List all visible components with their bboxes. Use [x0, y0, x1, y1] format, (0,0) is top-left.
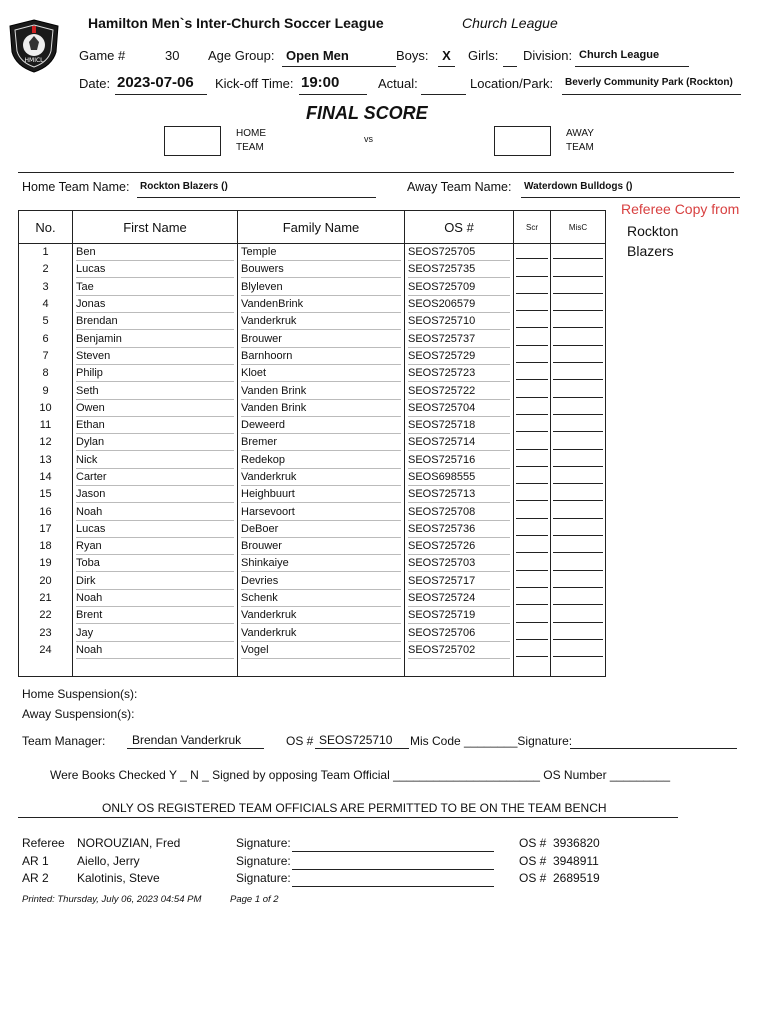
row-number: 24: [19, 642, 73, 659]
scr-cell: [516, 540, 548, 553]
row-number: 8: [19, 365, 73, 382]
table-row: [19, 607, 606, 624]
family-name: Bouwers: [241, 261, 401, 278]
table-row: [19, 486, 606, 503]
scr-cell: [516, 575, 548, 588]
referee-copy-team-line2: Blazers: [627, 243, 674, 259]
first-name: Carter: [76, 469, 234, 486]
kickoff-value: 19:00: [299, 74, 367, 95]
family-name: Brouwer: [241, 538, 401, 555]
first-name: Noah: [76, 590, 234, 607]
manager-os-label: OS #: [286, 734, 314, 748]
official-signature-label: Signature:: [236, 853, 291, 868]
family-name: Vanderkruk: [241, 607, 401, 624]
first-name: Ryan: [76, 538, 234, 555]
os-number: SEOS725719: [408, 607, 510, 624]
location-value: Beverly Community Park (Rockton): [562, 77, 741, 95]
game-number: 30: [165, 48, 180, 63]
table-row: [19, 330, 606, 347]
os-number: SEOS725724: [408, 590, 510, 607]
official-os-label: OS #: [519, 871, 547, 885]
row-number: 2: [19, 261, 73, 278]
away-label-line1: AWAY: [566, 128, 594, 139]
col-no: No.: [19, 211, 73, 244]
scr-cell: [516, 298, 548, 311]
first-name: Noah: [76, 504, 234, 521]
books-checked-line: Were Books Checked Y _ N _ Signed by opposing Team Official ______________________ OS Number _________: [50, 768, 670, 782]
scr-cell: [516, 592, 548, 605]
col-os: OS #: [405, 211, 514, 244]
game-label: Game #: [79, 48, 126, 63]
scr-cell: [516, 505, 548, 518]
misc-cell: [553, 471, 603, 484]
official-role: Referee: [22, 836, 65, 850]
printed-timestamp: Printed: Thursday, July 06, 2023 04:54 PM: [22, 894, 202, 905]
family-name: Devries: [241, 573, 401, 590]
actual-value-line: [421, 74, 466, 95]
table-row: [19, 521, 606, 538]
row-number: 10: [19, 400, 73, 417]
boys-value: X: [438, 48, 455, 67]
first-name: Lucas: [76, 261, 234, 278]
page-number: Page 1 of 2: [230, 894, 279, 905]
league-title: Hamilton Men`s Inter-Church Soccer League: [88, 15, 384, 31]
scr-cell: [516, 263, 548, 276]
family-name: Vanden Brink: [241, 400, 401, 417]
date-value: 2023-07-06: [115, 74, 207, 95]
misc-cell: [553, 246, 603, 259]
first-name: Ben: [76, 244, 234, 261]
vs-label: vs: [364, 134, 373, 144]
row-number: 5: [19, 313, 73, 330]
misc-cell: [553, 505, 603, 518]
official-os-label: OS #: [519, 836, 547, 850]
home-score-box: [164, 126, 221, 156]
home-suspensions-label: Home Suspension(s):: [22, 687, 138, 701]
table-row: [19, 469, 606, 486]
official-os-label: OS #: [519, 853, 547, 868]
family-name: Vanderkruk: [241, 625, 401, 642]
os-number: SEOS725723: [408, 365, 510, 382]
table-row: [19, 348, 606, 365]
misc-cell: [553, 488, 603, 501]
table-row: [19, 365, 606, 382]
col-misc: MisC: [551, 211, 606, 244]
os-number: SEOS725703: [408, 555, 510, 572]
misc-cell: [553, 384, 603, 397]
table-row: [19, 400, 606, 417]
table-row: [19, 642, 606, 659]
table-row: [19, 296, 606, 313]
family-name: Redekop: [241, 452, 401, 469]
col-family-name: Family Name: [238, 211, 405, 244]
row-number: 1: [19, 244, 73, 262]
table-row: [19, 313, 606, 330]
misc-cell: [553, 609, 603, 622]
league-type: Church League: [462, 15, 558, 31]
first-name: Tae: [76, 279, 234, 296]
row-number: 16: [19, 503, 73, 520]
table-row: [19, 417, 606, 434]
os-number: SEOS725735: [408, 261, 510, 278]
misc-cell: [553, 350, 603, 363]
date-label: Date:: [79, 76, 111, 91]
home-label-line2: TEAM: [236, 142, 264, 153]
age-group-value: Open Men: [282, 48, 396, 67]
scr-cell: [516, 609, 548, 622]
family-name: Vanderkruk: [241, 469, 401, 486]
row-number: 23: [19, 625, 73, 642]
official-name: Kalotinis, Steve: [77, 871, 160, 885]
family-name: Blyleven: [241, 279, 401, 296]
family-name: Barnhoorn: [241, 348, 401, 365]
final-score-title: FINAL SCORE: [306, 103, 428, 123]
scr-cell: [516, 350, 548, 363]
scr-cell: [516, 384, 548, 397]
misc-cell: [553, 523, 603, 536]
scr-cell: [516, 402, 548, 415]
col-scr: Scr: [514, 211, 551, 244]
os-number: SEOS725737: [408, 331, 510, 348]
misc-cell: [553, 332, 603, 345]
os-number: SEOS725716: [408, 452, 510, 469]
scr-cell: [516, 523, 548, 536]
row-number: 20: [19, 573, 73, 590]
official-signature-label: Signature:: [236, 836, 291, 850]
scr-cell: [516, 246, 548, 259]
misc-cell: [553, 557, 603, 570]
table-row: [19, 244, 606, 262]
home-team-label: [236, 127, 266, 155]
location-label: Location/Park:: [470, 76, 554, 91]
scr-cell: [516, 454, 548, 467]
team-manager-label: Team Manager:: [22, 734, 106, 748]
row-number: 15: [19, 486, 73, 503]
away-score-box: [494, 126, 551, 156]
row-number: 18: [19, 538, 73, 555]
misc-cell: [553, 575, 603, 588]
crest-text: HMICL: [24, 57, 44, 64]
official-signature-label: Signature:: [236, 871, 291, 885]
first-name: Nick: [76, 452, 234, 469]
official-signature-line: [292, 871, 494, 887]
os-number: SEOS725705: [408, 244, 510, 261]
kickoff-label: Kick-off Time:: [215, 76, 294, 91]
family-name: Deweerd: [241, 417, 401, 434]
home-team-name: Rockton Blazers (): [137, 181, 376, 198]
first-name: Jay: [76, 625, 234, 642]
first-name: Brendan: [76, 313, 234, 330]
os-number: SEOS725713: [408, 486, 510, 503]
first-name: Jason: [76, 486, 234, 503]
official-os-value: 2689519: [553, 871, 600, 885]
table-row-blank: [19, 659, 606, 677]
first-name: Brent: [76, 607, 234, 624]
row-number: 7: [19, 348, 73, 365]
table-row: [19, 434, 606, 451]
row-number: 9: [19, 382, 73, 399]
family-name: Kloet: [241, 365, 401, 382]
os-number: SEOS725702: [408, 642, 510, 659]
official-os-value: 3948911: [553, 853, 599, 868]
table-row: [19, 261, 606, 278]
actual-label: Actual:: [378, 76, 418, 91]
official-signature-line: [292, 854, 494, 870]
os-number: SEOS725714: [408, 434, 510, 451]
mis-code-signature-label: Mis Code ________Signature:: [410, 734, 573, 748]
misc-cell: [553, 627, 603, 640]
age-group-label: Age Group:: [208, 48, 275, 63]
family-name: DeBoer: [241, 521, 401, 538]
os-number: SEOS725708: [408, 504, 510, 521]
scr-cell: [516, 557, 548, 570]
misc-cell: [553, 644, 603, 657]
first-name: Dylan: [76, 434, 234, 451]
misc-cell: [553, 315, 603, 328]
col-first-name: First Name: [73, 211, 238, 244]
row-number: 13: [19, 452, 73, 469]
scr-cell: [516, 488, 548, 501]
os-number: SEOS206579: [408, 296, 510, 313]
first-name: Seth: [76, 383, 234, 400]
table-row: [19, 625, 606, 642]
family-name: Bremer: [241, 434, 401, 451]
os-number: SEOS725717: [408, 573, 510, 590]
table-row: [19, 503, 606, 520]
row-number: 12: [19, 434, 73, 451]
os-number: SEOS725736: [408, 521, 510, 538]
row-number: 11: [19, 417, 73, 434]
scr-cell: [516, 436, 548, 449]
first-name: Lucas: [76, 521, 234, 538]
home-team-name-label: Home Team Name:: [22, 180, 130, 194]
first-name: Toba: [76, 555, 234, 572]
os-number: SEOS725729: [408, 348, 510, 365]
misc-cell: [553, 263, 603, 276]
scr-cell: [516, 281, 548, 294]
family-name: Schenk: [241, 590, 401, 607]
os-number: SEOS725704: [408, 400, 510, 417]
row-number: 17: [19, 521, 73, 538]
table-row: [19, 555, 606, 572]
scr-cell: [516, 419, 548, 432]
first-name: Dirk: [76, 573, 234, 590]
scr-cell: [516, 367, 548, 380]
os-number: SEOS725710: [408, 313, 510, 330]
team-manager-name: Brendan Vanderkruk: [127, 733, 264, 749]
referee-copy-label: Referee Copy from: [621, 201, 740, 217]
table-row: [19, 452, 606, 469]
official-name: NOROUZIAN, Fred: [77, 836, 181, 850]
os-number: SEOS725706: [408, 625, 510, 642]
first-name: Ethan: [76, 417, 234, 434]
first-name: Steven: [76, 348, 234, 365]
family-name: Harsevoort: [241, 504, 401, 521]
family-name: VandenBrink: [241, 296, 401, 313]
row-number: 3: [19, 279, 73, 296]
misc-cell: [553, 540, 603, 553]
os-number: SEOS725718: [408, 417, 510, 434]
home-label-line1: HOME: [236, 128, 266, 139]
table-row: [19, 573, 606, 590]
first-name: Noah: [76, 642, 234, 659]
girls-value-line: [503, 48, 517, 67]
family-name: Temple: [241, 244, 401, 261]
roster-table: [18, 210, 606, 677]
division-label: Division:: [523, 48, 573, 63]
family-name: Vogel: [241, 642, 401, 659]
division-value: Church League: [575, 49, 689, 67]
misc-cell: [553, 298, 603, 311]
misc-cell: [553, 367, 603, 380]
girls-label: Girls:: [468, 48, 499, 63]
first-name: Owen: [76, 400, 234, 417]
league-crest-logo: [6, 18, 62, 74]
away-team-label: [566, 127, 594, 155]
os-number: SEOS725722: [408, 383, 510, 400]
scr-cell: [516, 332, 548, 345]
family-name: Vanderkruk: [241, 313, 401, 330]
row-number: 4: [19, 296, 73, 313]
roster-header-row: [19, 211, 606, 244]
first-name: Benjamin: [76, 331, 234, 348]
scr-cell: [516, 471, 548, 484]
table-row: [19, 279, 606, 296]
bench-divider: [18, 817, 678, 818]
misc-cell: [553, 419, 603, 432]
misc-cell: [553, 454, 603, 467]
family-name: Shinkaiye: [241, 555, 401, 572]
row-number: 14: [19, 469, 73, 486]
official-role: AR 1: [22, 853, 49, 868]
os-number: SEOS725726: [408, 538, 510, 555]
away-team-name: Waterdown Bulldogs (): [521, 181, 740, 198]
family-name: Heighbuurt: [241, 486, 401, 503]
official-role: AR 2: [22, 871, 49, 885]
official-os-value: 3936820: [553, 836, 600, 850]
row-number: 6: [19, 330, 73, 347]
family-name: Brouwer: [241, 331, 401, 348]
misc-cell: [553, 592, 603, 605]
misc-cell: [553, 436, 603, 449]
away-label-line2: TEAM: [566, 142, 594, 153]
referee-copy-team-line1: Rockton: [627, 223, 679, 239]
away-suspensions-label: Away Suspension(s):: [22, 707, 135, 721]
bench-notice: ONLY OS REGISTERED TEAM OFFICIALS ARE PERMITTED TO BE ON THE TEAM BENCH: [102, 801, 607, 815]
os-number: SEOS698555: [408, 469, 510, 486]
away-team-name-label: Away Team Name:: [407, 180, 512, 194]
family-name: Vanden Brink: [241, 383, 401, 400]
official-name: Aiello, Jerry: [77, 853, 140, 868]
table-row: [19, 538, 606, 555]
row-number: 21: [19, 590, 73, 607]
table-row: [19, 590, 606, 607]
row-number: 19: [19, 555, 73, 572]
first-name: Jonas: [76, 296, 234, 313]
first-name: Philip: [76, 365, 234, 382]
manager-signature-line: [570, 733, 737, 749]
row-number: 22: [19, 607, 73, 624]
scr-cell: [516, 627, 548, 640]
scr-cell: [516, 315, 548, 328]
os-number: SEOS725709: [408, 279, 510, 296]
misc-cell: [553, 281, 603, 294]
header-divider: [18, 172, 734, 173]
table-row: [19, 382, 606, 399]
official-signature-line: [292, 836, 494, 852]
boys-label: Boys:: [396, 48, 429, 63]
misc-cell: [553, 402, 603, 415]
scr-cell: [516, 644, 548, 657]
manager-os-value: SEOS725710: [315, 733, 409, 749]
